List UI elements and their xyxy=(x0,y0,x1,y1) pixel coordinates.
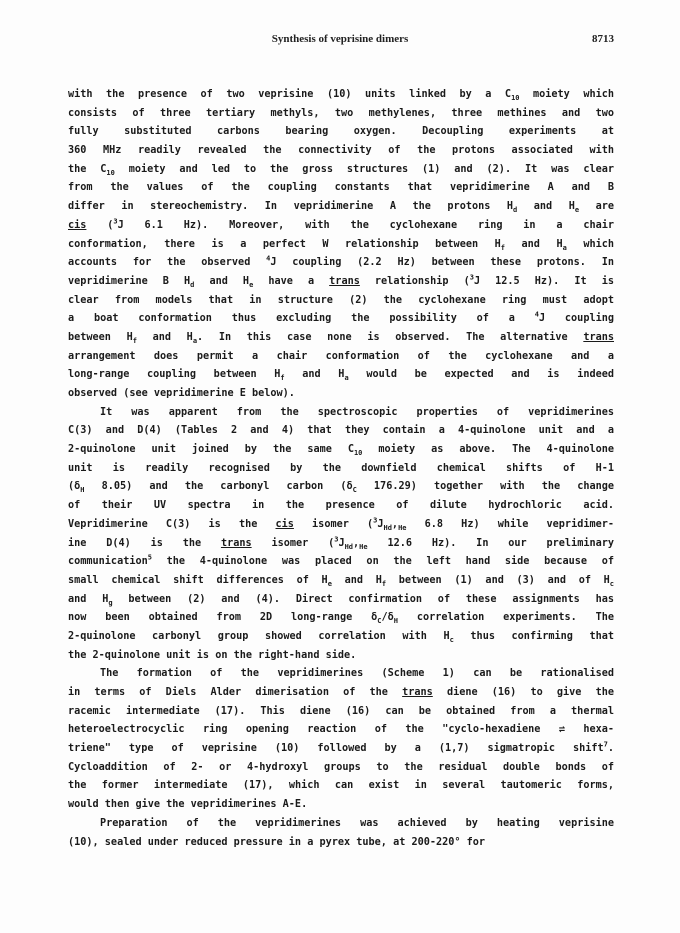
underlined-term: cis xyxy=(275,518,294,530)
text-line xyxy=(68,161,614,180)
text-run: , xyxy=(353,537,360,549)
superscript: 3 xyxy=(373,516,378,525)
text-run: The formation of the vepridimerines (Scheme 1) can be rationalised xyxy=(100,668,614,680)
text-run: differ in stereochemistry. In vepridimerine A the protons H xyxy=(68,201,514,213)
text-line xyxy=(68,123,614,142)
text-run: unit is readily recognised by the downfield chemical shifts of H-1 xyxy=(68,462,614,474)
underlined-term: trans xyxy=(402,687,433,698)
text-run: have a xyxy=(253,275,330,287)
text-line xyxy=(68,516,614,535)
text-line xyxy=(68,777,614,796)
subscript: He xyxy=(398,523,407,532)
text-run: small chemical shift differences of H xyxy=(68,574,328,586)
subscript: e xyxy=(249,280,254,289)
text-line xyxy=(68,105,614,124)
text-run: moiety and led to the gross structures (1) and (2). It was clear xyxy=(114,163,615,175)
text-run: the C xyxy=(68,163,107,175)
text-line xyxy=(68,684,614,703)
subscript: c xyxy=(609,579,614,588)
text-line xyxy=(68,292,614,311)
text-run: triene" type of veprisine (10) followed by a (1,7) sigmatropic shift xyxy=(68,743,604,755)
text-run: and H xyxy=(504,238,563,250)
text-run: 6.8 Hz) while vepridimer- xyxy=(406,518,614,530)
text-run: a boat conformation thus excluding the possibility of a xyxy=(68,313,535,325)
running-title: Synthesis of veprisine dimers xyxy=(271,33,409,45)
subscript: f xyxy=(132,336,137,345)
text-run: J coupling (2.2 Hz) between these protons. In xyxy=(270,257,614,269)
text-run: arrangement does permit a chair conformation of the cyclohexane and a xyxy=(68,350,614,362)
text-run: Preparation of the vepridimerines was achieved by heating veprisine xyxy=(100,817,614,829)
text-run: would then give the vepridimerines A-E. xyxy=(68,799,308,811)
text-run: Cycloaddition of 2- or 4-hydroxyl groups to the residual double bonds of xyxy=(68,761,614,773)
text-line xyxy=(68,86,614,105)
paragraph-p2 xyxy=(68,404,614,666)
text-run: 176.29) together with the change xyxy=(356,481,615,493)
text-line xyxy=(68,254,614,273)
text-line xyxy=(68,535,614,554)
text-run: J coupling xyxy=(538,313,614,325)
text-run: thus confirming that xyxy=(453,630,614,642)
text-run: would be expected and is indeed xyxy=(348,369,614,381)
text-line xyxy=(68,385,614,404)
text-line xyxy=(68,273,614,292)
subscript: He xyxy=(359,542,368,551)
text-run: ine D(4) is the xyxy=(68,537,221,549)
subscript: H xyxy=(80,486,85,495)
text-run: vepridimerine B H xyxy=(68,275,191,287)
text-line xyxy=(68,591,614,610)
subscript: e xyxy=(327,579,332,588)
text-run: /δ xyxy=(381,612,394,624)
text-run: and H xyxy=(517,201,575,213)
text-run: J 6.1 Hz). Moreover, with the cyclohexane ring in a chair xyxy=(117,219,614,231)
subscript: c xyxy=(449,635,454,644)
text-line xyxy=(68,310,614,329)
text-run: 2-quinolone carbonyl group showed correlation with H xyxy=(68,630,450,642)
text-run: 2-quinolone unit joined by the same C xyxy=(68,444,354,456)
underlined-term: trans xyxy=(329,275,360,287)
text-run: which xyxy=(566,238,614,250)
subscript: e xyxy=(574,206,580,215)
text-run: observed (see vepridimerine E below). xyxy=(68,388,295,399)
text-run: are xyxy=(579,201,614,213)
text-run: isomer ( xyxy=(293,518,374,530)
text-run: (δ xyxy=(68,481,81,493)
text-line xyxy=(68,647,614,666)
text-run: clear from models that in structure (2) the cyclohexane ring must adopt xyxy=(68,294,614,306)
subscript: f xyxy=(381,579,387,588)
superscript: 7 xyxy=(603,740,608,749)
text-run: 8.05) and the carbonyl carbon (δ xyxy=(84,481,353,493)
subscript: 10 xyxy=(353,449,363,458)
text-run: J xyxy=(377,518,384,530)
text-line xyxy=(68,422,614,441)
text-line xyxy=(68,609,614,628)
text-run: correlation experiments. The xyxy=(398,612,614,624)
text-run: and H xyxy=(68,593,109,605)
subscript: 10 xyxy=(511,94,520,103)
superscript: 4 xyxy=(266,254,271,263)
text-run: C(3) and D(4) (Tables 2 and 4) that they contain a 4-quinolone unit and a xyxy=(68,425,614,437)
text-line xyxy=(68,572,614,591)
text-run: 360 MHz readily revealed the connectivity of the protons associated with xyxy=(68,145,614,157)
subscript: d xyxy=(190,280,195,289)
subscript: d xyxy=(513,206,518,215)
text-line xyxy=(68,497,614,516)
text-run: heteroelectrocyclic ring opening reaction of the "cyclo-hexadiene ⇌ hexa- xyxy=(68,724,614,736)
text-run: in terms of Diels Alder dimerisation of the xyxy=(68,687,403,698)
superscript: 3 xyxy=(469,273,474,282)
text-run: Vepridimerine C(3) is the xyxy=(68,518,276,530)
text-run: diene (16) to give the xyxy=(432,687,614,698)
text-run: accounts for the observed xyxy=(68,257,267,269)
underlined-term: cis xyxy=(68,219,87,231)
text-run: It was apparent from the spectroscopic properties of vepridimerines xyxy=(100,406,614,418)
subscript: C xyxy=(352,486,357,495)
text-line xyxy=(68,815,614,834)
text-line xyxy=(68,366,614,385)
underlined-term: trans xyxy=(583,331,614,343)
text-run: between (2) and (4). Direct confirmation of these assignments has xyxy=(112,593,614,605)
subscript: H xyxy=(393,617,399,626)
text-line xyxy=(68,142,614,161)
text-run: racemic intermediate (17). This diene (16) can be obtained from a thermal xyxy=(68,705,614,717)
text-line xyxy=(68,217,614,236)
text-run: ( xyxy=(86,219,114,231)
text-line xyxy=(68,553,614,572)
text-run: 12.6 Hz). In our preliminary xyxy=(367,537,614,549)
text-run: , xyxy=(391,518,399,530)
text-run: between (1) and (3) and of H xyxy=(386,574,610,586)
text-run: now been obtained from 2D long-range δ xyxy=(68,612,378,624)
text-run: with the presence of two veprisine (10) units linked by a C xyxy=(68,89,512,100)
text-line xyxy=(68,460,614,479)
subscript: a xyxy=(562,243,567,252)
text-line xyxy=(68,834,614,853)
superscript: 5 xyxy=(147,553,152,562)
subscript: Hd xyxy=(383,523,392,532)
text-line xyxy=(68,628,614,647)
text-run: of their UV spectra in the presence of dilute hydrochloric acid. xyxy=(68,500,614,512)
subscript: f xyxy=(280,374,285,383)
superscript: 3 xyxy=(113,217,118,226)
text-run: and H xyxy=(136,331,193,343)
subscript: f xyxy=(500,243,505,252)
text-run: from the values of the coupling constants that vepridimerine A and B xyxy=(68,182,614,194)
text-run: the former intermediate (17), which can exist in several tautomeric forms, xyxy=(68,780,614,792)
text-run: J xyxy=(338,537,345,549)
text-line xyxy=(68,721,614,740)
subscript: a xyxy=(192,336,198,345)
text-run: isomer ( xyxy=(251,537,335,549)
text-line xyxy=(68,179,614,198)
text-line xyxy=(68,348,614,367)
superscript: 4 xyxy=(534,310,539,319)
text-line xyxy=(68,236,614,255)
text-run: . xyxy=(607,743,614,755)
text-line xyxy=(68,665,614,684)
text-run: . In this case none is observed. The alternative xyxy=(197,331,584,343)
underlined-term: trans xyxy=(220,537,252,549)
text-run: moiety as above. The 4-quinolone xyxy=(362,444,614,456)
subscript: g xyxy=(108,598,113,607)
subscript: a xyxy=(344,374,349,383)
text-line xyxy=(68,703,614,722)
subscript: 10 xyxy=(106,168,115,177)
text-line xyxy=(68,796,614,815)
text-run: fully substituted carbons bearing oxygen. Decoupling experiments at xyxy=(68,126,614,138)
subscript: Hd xyxy=(344,542,354,551)
text-line xyxy=(68,329,614,348)
text-run: communication xyxy=(68,556,148,568)
paragraph-p1 xyxy=(68,86,614,404)
paragraph-p4 xyxy=(68,815,614,852)
running-header xyxy=(66,33,614,51)
text-run: the 2-quinolone unit is on the right-hand side. xyxy=(68,649,357,661)
superscript: 3 xyxy=(334,535,339,544)
text-line xyxy=(68,441,614,460)
text-line xyxy=(68,478,614,497)
text-line xyxy=(68,404,614,423)
text-run: the 4-quinolone was placed on the left hand side because of xyxy=(151,556,614,568)
text-run: and H xyxy=(284,369,345,381)
text-run: relationship ( xyxy=(359,275,470,287)
text-run: consists of three tertiary methyls, two methylenes, three methines and two xyxy=(68,107,614,119)
text-line xyxy=(68,198,614,217)
text-run: moiety which xyxy=(519,89,614,100)
paragraph-p3 xyxy=(68,665,614,815)
text-line xyxy=(68,759,614,778)
text-run: between H xyxy=(68,331,133,343)
text-run: and H xyxy=(194,275,250,287)
text-run: J 12.5 Hz). It is xyxy=(473,275,614,287)
text-run: conformation, there is a perfect W relationship between H xyxy=(68,238,501,250)
text-line xyxy=(68,740,614,759)
text-run: long-range coupling between H xyxy=(68,369,281,381)
text-run: (10), sealed under reduced pressure in a pyrex tube, at 200-220° for xyxy=(68,836,486,848)
page-number: 8713 xyxy=(592,33,614,45)
subscript: C xyxy=(377,617,382,626)
article-body xyxy=(68,86,614,852)
text-run: and H xyxy=(331,574,382,586)
